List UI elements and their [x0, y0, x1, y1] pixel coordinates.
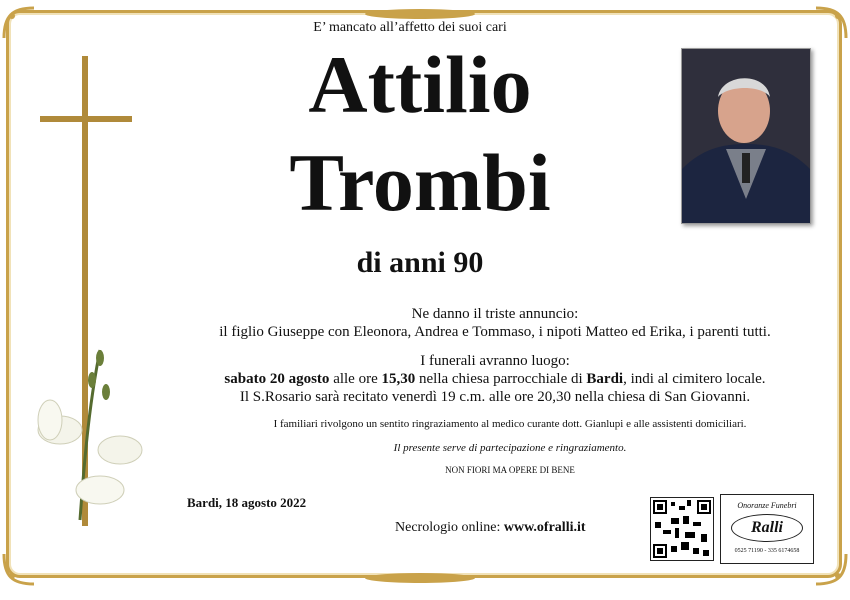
bottom-ornament [360, 570, 480, 586]
corner-ornament-bottom-right [814, 552, 848, 586]
funeral-place: Bardi [586, 371, 624, 387]
intro-text: E’ mancato all’affetto dei suoi cari [313, 20, 507, 35]
funeral-line [100, 370, 850, 388]
corner-ornament-top-left [2, 6, 36, 40]
online-url[interactable]: www.ofralli.it [503, 520, 586, 535]
age: di anni 90 [356, 246, 484, 279]
online-line [395, 520, 586, 536]
funeral-title: I funerali avranno luogo: [420, 353, 570, 369]
funeral-text-3: , indi al cimitero locale. [623, 371, 766, 387]
qr-code-icon[interactable] [650, 497, 714, 561]
announce-title: Ne danno il triste annuncio: [411, 306, 579, 322]
funeral-time: 15,30 [381, 371, 416, 387]
portrait-photo [681, 48, 811, 224]
funeral-text-2: nella chiesa parrocchiale di [415, 371, 587, 387]
rosary-text: Il S.Rosario sarà recitato venerdì 19 c.m. alle ore 20,30 nella chiesa di San Giovanni. [239, 389, 751, 405]
logo-phone: 0525 71190 - 335 6174658 [734, 548, 800, 554]
place-date: Bardi, 18 agosto 2022 [187, 495, 307, 510]
logo-name: Ralli [731, 514, 803, 542]
no-flowers-text: NON FIORI MA OPERE DI BENE [445, 465, 575, 475]
last-name: Trombi [289, 137, 551, 228]
flower-icon [20, 340, 150, 530]
funeral-home-logo [720, 494, 814, 564]
participation-text: Il presente serve di partecipazione e ringraziamento. [393, 442, 627, 454]
thanks-text: I familiari rivolgono un sentito ringraziamento al medico curante dott. Gianlupi e alle assistenti domiciliari. [273, 418, 747, 430]
logo-top: Onoranze Funebri [737, 501, 797, 510]
online-label: Necrologio online: [395, 520, 504, 535]
first-name: Attilio [308, 39, 532, 130]
corner-ornament-bottom-left [2, 552, 36, 586]
announce-text: il figlio Giuseppe con Eleonora, Andrea e Tommaso, i nipoti Matteo ed Erika, i parenti tutti. [219, 324, 771, 340]
corner-ornament-top-right [814, 6, 848, 40]
funeral-date: sabato 20 agosto [224, 371, 330, 387]
funeral-text-1: alle ore [329, 371, 382, 387]
